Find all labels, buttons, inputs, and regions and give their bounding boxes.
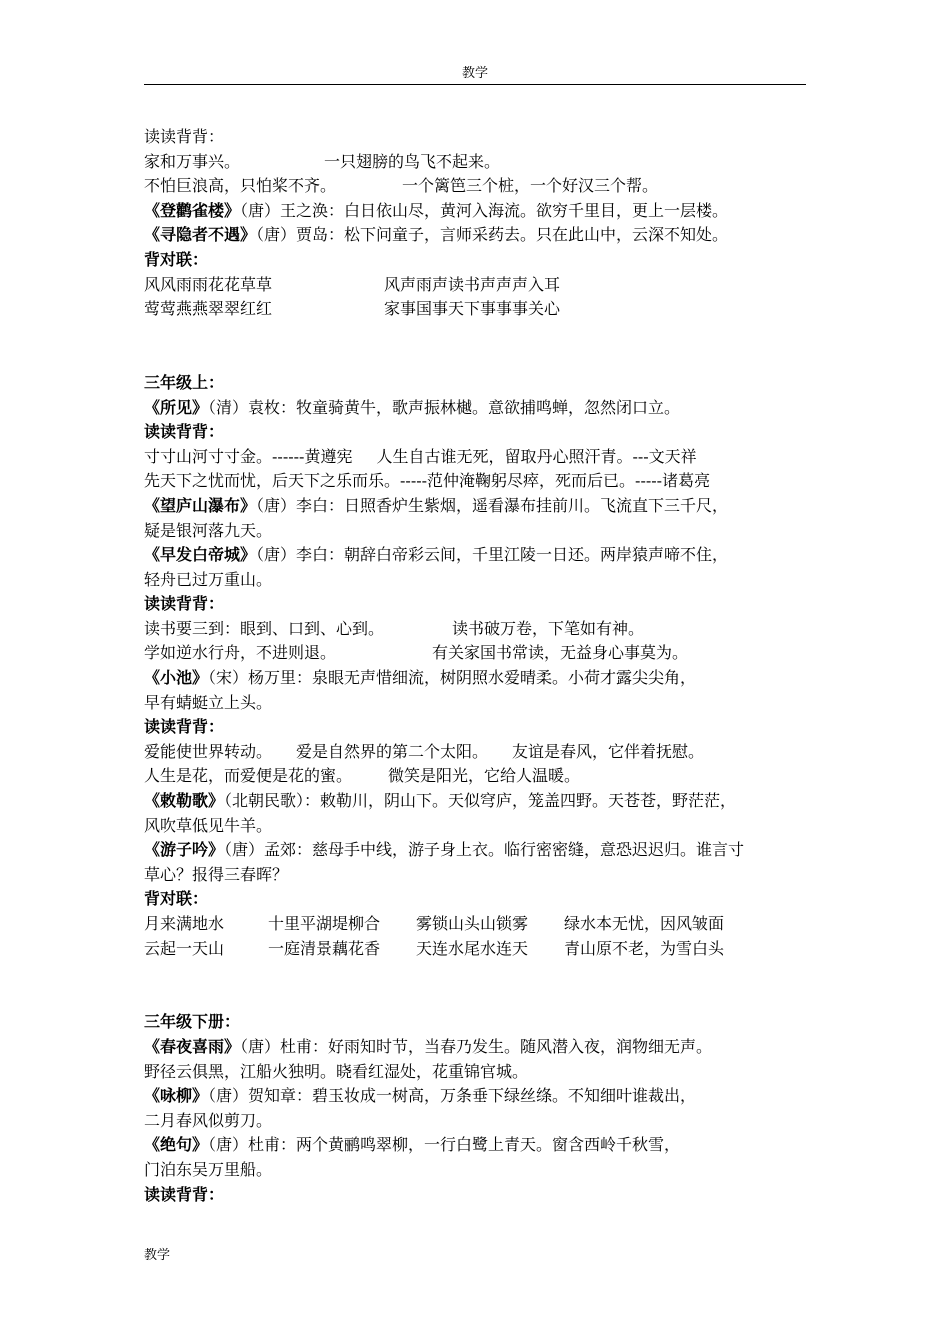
quote: 读书要三到：眼到、口到、心到。 xyxy=(144,618,385,638)
poem-continuation: 轻舟已过万重山。 xyxy=(144,569,273,589)
couplet: 绿水本无忧，因风皱面 xyxy=(564,914,725,933)
quote-line xyxy=(144,445,824,470)
poem-line xyxy=(144,494,824,519)
quote-line: 先天下之忧而忧，后天下之乐而乐。-----范仲淹鞠躬尽瘁，死而后已。-----诸葛亮 xyxy=(144,471,711,491)
quote: 爱能使世界转动。 xyxy=(144,741,273,761)
recite-heading: 读读背背： xyxy=(144,127,225,146)
couplet: 家事国事天下事事事关心 xyxy=(384,299,561,319)
document-body xyxy=(144,125,824,1207)
header-divider xyxy=(144,84,806,85)
poem-line xyxy=(144,396,824,421)
poem-line xyxy=(144,789,824,814)
poem-text: （唐）杜甫：两个黄鹂鸣翠柳，一行白鹭上青天。窗含西岭千秋雪， xyxy=(208,1135,681,1155)
poem-title: 《小池》 xyxy=(144,668,209,688)
couplet: 十里平湖堤柳合 xyxy=(268,914,381,933)
quote: 友谊是春风，它伴着抚慰。 xyxy=(512,741,705,761)
poem-title: 《绝句》 xyxy=(144,1135,209,1155)
section-heading-grade3-lower: 三年级下册： xyxy=(144,1012,241,1032)
couplet: 云起一天山 xyxy=(144,938,225,958)
couplet: 青山原不老，为雪白头 xyxy=(564,938,725,958)
quote: 寸寸山河寸寸金。------黄遵宪 xyxy=(144,446,353,466)
poem-line xyxy=(144,199,824,224)
proverb: 一个篱笆三个桩，一个好汉三个帮。 xyxy=(402,176,659,196)
poem-text: （唐）王之涣：白日依山尽，黄河入海流。欲穷千里目，更上一层楼。 xyxy=(240,200,729,220)
poem-text: （唐）孟郊：慈母手中线，游子身上衣。临行密密缝，意恐迟迟归。谁言寸 xyxy=(224,840,745,860)
quote: 人生是花，而爱便是花的蜜。 xyxy=(144,766,353,786)
couplet: 风风雨雨花花草草 xyxy=(144,274,273,294)
poem-line xyxy=(144,543,824,568)
poem-continuation: 风吹草低见牛羊。 xyxy=(144,815,273,835)
poem-continuation: 门泊东吴万里船。 xyxy=(144,1159,273,1179)
poem-title: 《寻隐者不遇》 xyxy=(144,225,257,245)
poem-line xyxy=(144,1084,824,1109)
poem-line xyxy=(144,1133,824,1158)
poem-title: 《所见》 xyxy=(144,397,209,417)
couplet: 风声雨声读书声声声入耳 xyxy=(384,274,561,294)
quote: 学如逆水行舟，不进则退。 xyxy=(144,643,337,663)
quote: 爱是自然界的第二个太阳。 xyxy=(296,741,489,761)
poem-text: （唐）贺知章：碧玉妆成一树高，万条垂下绿丝绦。不知细叶谁裁出， xyxy=(208,1086,697,1106)
proverb: 家和万事兴。 xyxy=(144,151,241,171)
poem-continuation: 早有蜻蜓立上头。 xyxy=(144,692,273,712)
couplet-line xyxy=(144,912,824,937)
section-heading-grade3-upper: 三年级上： xyxy=(144,372,225,392)
recite-heading: 读读背背： xyxy=(144,1184,225,1204)
poem-title: 《敕勒歌》 xyxy=(144,791,225,811)
quote-line xyxy=(144,617,824,642)
poem-text: （唐）杜甫：好雨知时节，当春乃发生。随风潜入夜，润物细无声。 xyxy=(240,1036,713,1056)
poem-line xyxy=(144,666,824,691)
couplet: 雾锁山头山锁雾 xyxy=(416,914,529,933)
poem-continuation: 野径云俱黑，江船火独明。晓看红湿处，花重锦官城。 xyxy=(144,1061,529,1081)
poem-text: （清）袁枚：牧童骑黄牛，歌声振林樾。意欲捕鸣蝉，忽然闭口立。 xyxy=(208,397,681,417)
quote-line xyxy=(144,740,824,765)
proverb-line xyxy=(144,150,824,175)
poem-continuation: 二月春风似剪刀。 xyxy=(144,1110,273,1130)
poem-title: 《早发白帝城》 xyxy=(144,545,257,565)
couplet: 天连水尾水连天 xyxy=(416,938,529,958)
couplet-line xyxy=(144,937,824,962)
quote: 人生自古谁无死，留取丹心照汗青。---文天祥 xyxy=(376,446,697,466)
poem-title: 《游子吟》 xyxy=(144,840,225,860)
poem-title: 《登鹳雀楼》 xyxy=(144,200,241,220)
quote-line xyxy=(144,764,824,789)
poem-text: （宋）杨万里：泉眼无声惜细流，树阴照水爱晴柔。小荷才露尖尖角， xyxy=(208,668,697,688)
recite-heading: 读读背背： xyxy=(144,594,225,614)
poem-title: 《望庐山瀑布》 xyxy=(144,495,257,515)
couplet-heading: 背对联： xyxy=(144,889,209,909)
proverb: 一只翅膀的鸟飞不起来。 xyxy=(324,151,501,171)
page-header: 教学 xyxy=(461,66,488,81)
page-footer: 教学 xyxy=(144,1248,171,1263)
poem-text: （唐）李白：朝辞白帝彩云间，千里江陵一日还。两岸猿声啼不住， xyxy=(256,545,729,565)
poem-title: 《春夜喜雨》 xyxy=(144,1036,241,1056)
proverb-line xyxy=(144,174,824,199)
couplet: 月来满地水 xyxy=(144,914,225,933)
couplet: 莺莺燕燕翠翠红红 xyxy=(144,299,273,319)
couplet: 一庭清景藕花香 xyxy=(268,938,381,958)
poem-line xyxy=(144,1035,824,1060)
quote-line xyxy=(144,641,824,666)
poem-text: （唐）李白：日照香炉生紫烟，遥看瀑布挂前川。飞流直下三千尺， xyxy=(256,495,729,515)
poem-line xyxy=(144,838,824,863)
proverb: 不怕巨浪高，只怕桨不齐。 xyxy=(144,176,337,196)
poem-line xyxy=(144,223,824,248)
poem-text: （北朝民歌）：敕勒川，阴山下。天似穹庐，笼盖四野。天苍苍，野茫茫， xyxy=(224,791,737,811)
recite-heading: 读读背背： xyxy=(144,717,225,737)
couplet-line xyxy=(144,297,824,322)
poem-text: （唐）贾岛：松下问童子，言师采药去。只在此山中，云深不知处。 xyxy=(256,225,729,245)
quote: 微笑是阳光，它给人温暖。 xyxy=(388,766,581,786)
poem-title: 《咏柳》 xyxy=(144,1086,209,1106)
quote: 有关家国书常读，无益身心事莫为。 xyxy=(432,643,689,663)
couplet-line xyxy=(144,273,824,298)
poem-continuation: 草心？报得三春晖？ xyxy=(144,864,289,884)
couplet-heading: 背对联： xyxy=(144,249,209,269)
quote: 读书破万卷，下笔如有神。 xyxy=(452,618,645,638)
recite-heading: 读读背背： xyxy=(144,422,225,442)
poem-continuation: 疑是银河落九天。 xyxy=(144,520,273,540)
